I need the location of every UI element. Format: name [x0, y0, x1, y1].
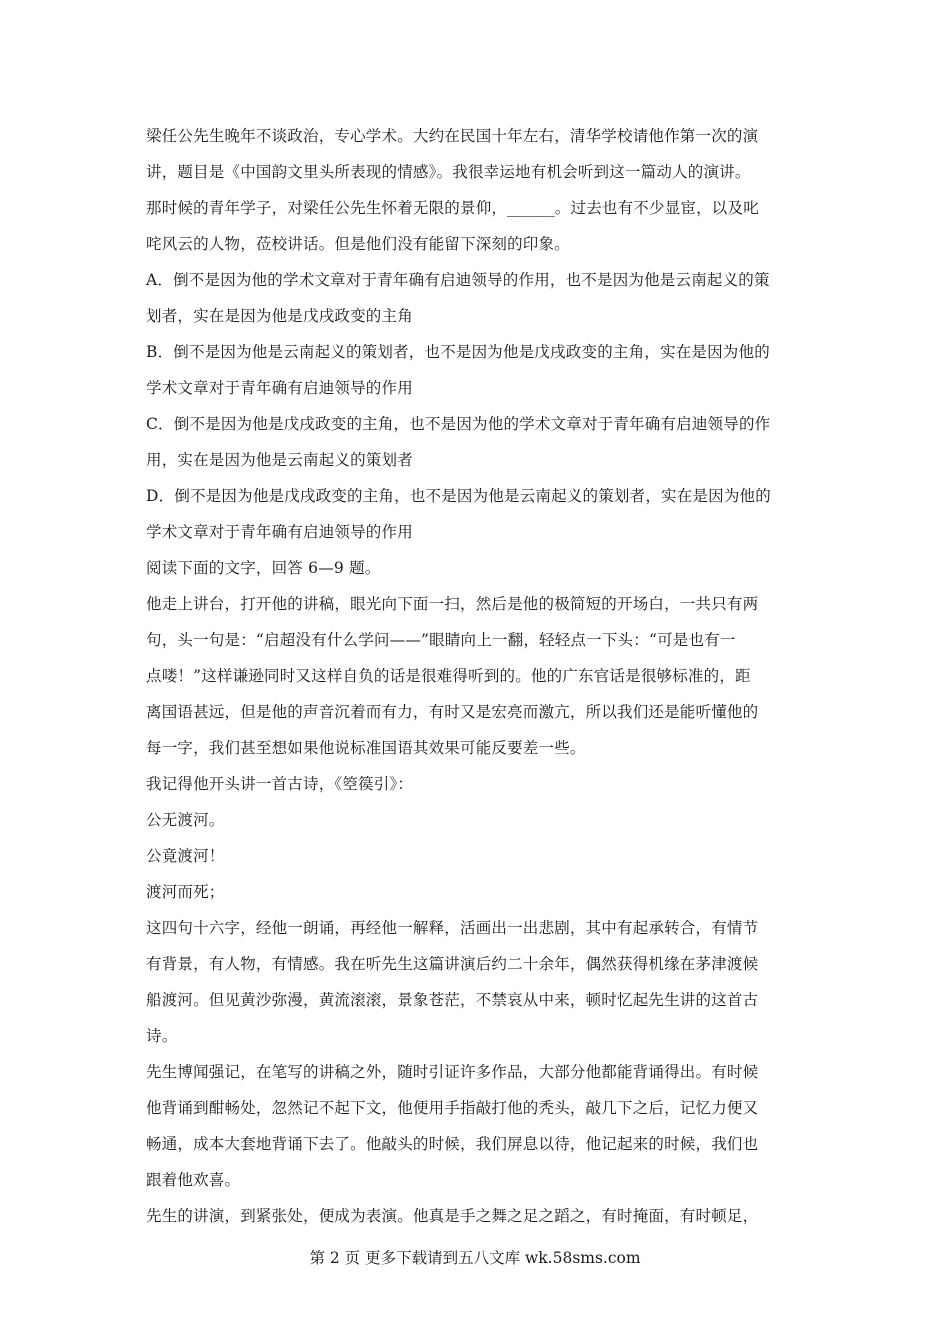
option-a-line: A．倒不是因为他的学术文章对于青年确有启迪领导的作用，也不是因为他是云南起义的策: [146, 271, 770, 289]
text-line: 有背景，有人物，有情感。我在听先生这篇讲演后约二十余年，偶然获得机缘在茅津渡候: [146, 955, 759, 973]
text-line: 句，头一句是：“启超没有什么学问——”眼睛向上一翻，轻轻点一下头：“可是也有一: [146, 631, 736, 649]
option-b-line: B．倒不是因为他是云南起义的策划者，也不是因为他是戊戌政变的主角，实在是因为他的: [146, 343, 770, 361]
option-c-line: 用，实在是因为他是云南起义的策划者: [146, 451, 413, 469]
text-line: 讲，题目是《中国韵文里头所表现的情感》。我很幸运地有机会听到这一篇动人的演讲。: [146, 163, 751, 181]
text-line: 这四句十六字，经他一朗诵，再经他一解释，活画出一出悲剧，其中有起承转合，有情节: [146, 919, 759, 937]
text-line: 咤风云的人物，莅校讲话。但是他们没有能留下深刻的印象。: [146, 235, 570, 253]
text-line: 畅通，成本大套地背诵下去了。他敲头的时候，我们屏息以待，他记起来的时候，我们也: [146, 1135, 759, 1153]
text-line: 船渡河。但见黄沙弥漫，黄流滚滚，景象苍茫，不禁哀从中来，顿时忆起先生讲的这首古: [146, 991, 759, 1009]
text-line: 先生的讲演，到紧张处，便成为表演。他真是手之舞之足之蹈之，有时掩面，有时顿足，: [146, 1207, 759, 1225]
option-a-line: 划者，实在是因为他是戊戌政变的主角: [146, 307, 413, 325]
option-c-line: C．倒不是因为他是戊戌政变的主角，也不是因为他的学术文章对于青年确有启迪领导的作: [146, 415, 771, 433]
option-d-line: 学术文章对于青年确有启迪领导的作用: [146, 523, 413, 541]
page-footer: 第 2 页 更多下载请到五八文库 wk.58sms.com: [309, 1249, 641, 1267]
text-line: 每一字，我们甚至想如果他说标准国语其效果可能反要差一些。: [146, 739, 586, 757]
text-line: 先生博闻强记，在笔写的讲稿之外，随时引证许多作品，大部分他都能背诵得出。有时候: [146, 1063, 759, 1081]
text-line: 跟着他欢喜。: [146, 1171, 241, 1189]
option-b-line: 学术文章对于青年确有启迪领导的作用: [146, 379, 413, 397]
text-line: 我记得他开头讲一首古诗，《箜篌引》：: [146, 775, 414, 793]
text-line: 他背诵到酣畅处，忽然记不起下文，他便用手指敲打他的秃头，敲几下之后，记忆力便又: [146, 1099, 759, 1117]
text-line: 那时候的青年学子，对梁任公先生怀着无限的景仰，______。过去也有不少显宦，以及叱: [146, 199, 759, 217]
poem-line: 渡河而死；: [146, 883, 225, 901]
text-line: 诗。: [146, 1027, 178, 1045]
option-d-line: D．倒不是因为他是戊戌政变的主角，也不是因为他是云南起义的策划者，实在是因为他的: [146, 487, 771, 505]
text-line: 点喽！”这样谦逊同时又这样自负的话是很难得听到的。他的广东官话是很够标准的，距: [146, 667, 751, 685]
text-line: 离国语甚远，但是他的声音沉着而有力，有时又是宏亮而激亢，所以我们还是能听懂他的: [146, 703, 759, 721]
text-line: 他走上讲台，打开他的讲稿，眼光向下面一扫，然后是他的极简短的开场白，一共只有两: [146, 595, 759, 613]
document-body: [146, 118, 806, 1234]
question-instruction: 阅读下面的文字，回答 6—9 题。: [146, 559, 381, 577]
poem-line: 公无渡河。: [146, 811, 225, 829]
text-line: 梁任公先生晚年不谈政治，专心学术。大约在民国十年左右，清华学校请他作第一次的演: [146, 127, 759, 145]
poem-line: 公竟渡河！: [146, 847, 225, 865]
